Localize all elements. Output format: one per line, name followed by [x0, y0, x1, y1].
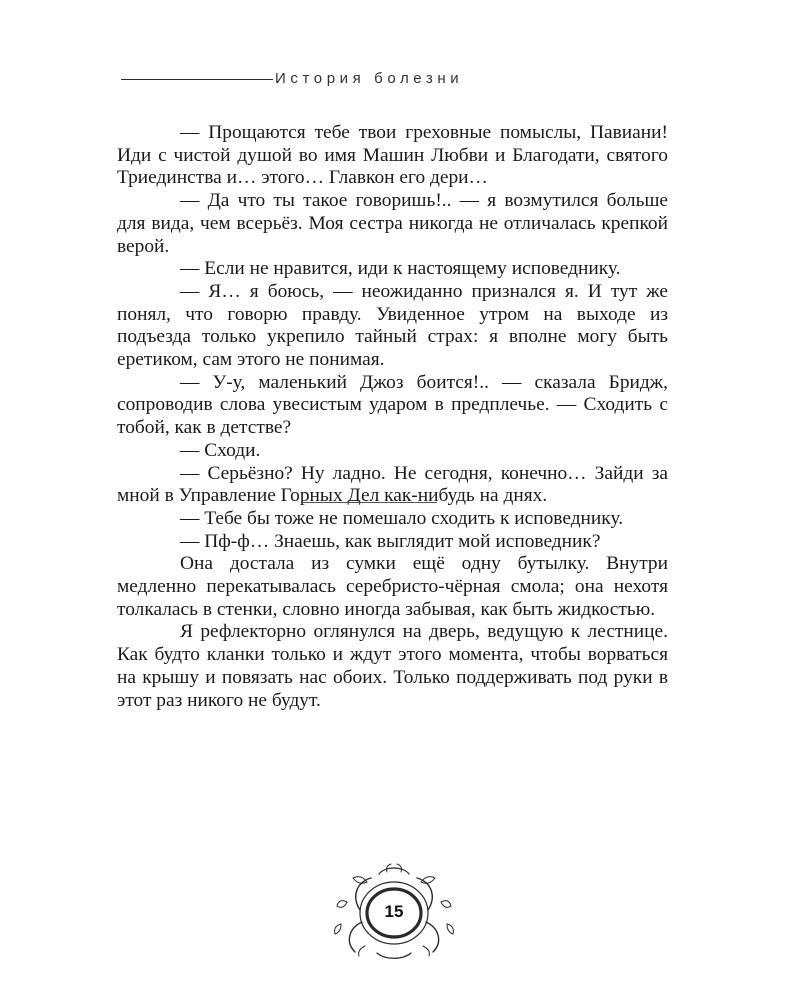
- body-text: [117, 122, 668, 712]
- paragraph: — Серьёзно? Ну ладно. Не сегодня, конечно… Зайди за мной в Управление Горных Дел как-нибудь на днях.: [117, 462, 668, 507]
- paragraph: — Да что ты такое говоришь!.. — я возмутился больше для вида, чем всерьёз. Моя сестра никогда не отличалась крепкой верой.: [117, 190, 668, 257]
- stray-line-mark: [301, 502, 437, 503]
- page-number: 15: [384, 902, 404, 921]
- paragraph: — Если не нравится, иди к настоящему исповеднику.: [180, 258, 621, 280]
- paragraph: — Пф-ф… Знаешь, как выглядит мой исповедник?: [180, 530, 601, 552]
- running-header: [121, 66, 541, 90]
- running-header-title: История болезни: [275, 69, 464, 87]
- paragraph: Я рефлекторно оглянулся на дверь, ведущую к лестнице. Как будто кланки только и ждут этого момента, чтобы ворваться на крышу и повязать нас обоих. Только поддерживать под руки в этот раз никого не будут.: [117, 621, 668, 711]
- paragraph: — Я… я боюсь, — неожиданно признался я. И тут же понял, что говорю правду. Увиденное утром на выходе из подъезда только укрепило тайный страх: я вполне могу быть еретиком, сам этого не понимая.: [117, 280, 668, 371]
- header-rule: [121, 79, 273, 80]
- paragraph: — Сходи.: [180, 439, 261, 461]
- paragraph: — У-у, маленький Джоз боится!.. — сказала Бридж, сопроводив слова увесистым ударом в предплечье. — Сходить с тобой, как в детстве?: [117, 371, 668, 439]
- paragraph: Она достала из сумки ещё одну бутылку. Внутри медленно перекатывалась серебристо-чёрная смола; она нехотя толкалась в стенки, словно иногда забывая, как быть жидкостью.: [117, 553, 668, 620]
- paragraph: — Прощаются тебе твои греховные помыслы, Павиани! Иди с чистой душой во имя Машин Любви и Благодати, святого Триединства и… этого… Главкон его дери…: [117, 122, 668, 189]
- paragraph: — Тебе бы тоже не помешало сходить к исповеднику.: [180, 507, 624, 529]
